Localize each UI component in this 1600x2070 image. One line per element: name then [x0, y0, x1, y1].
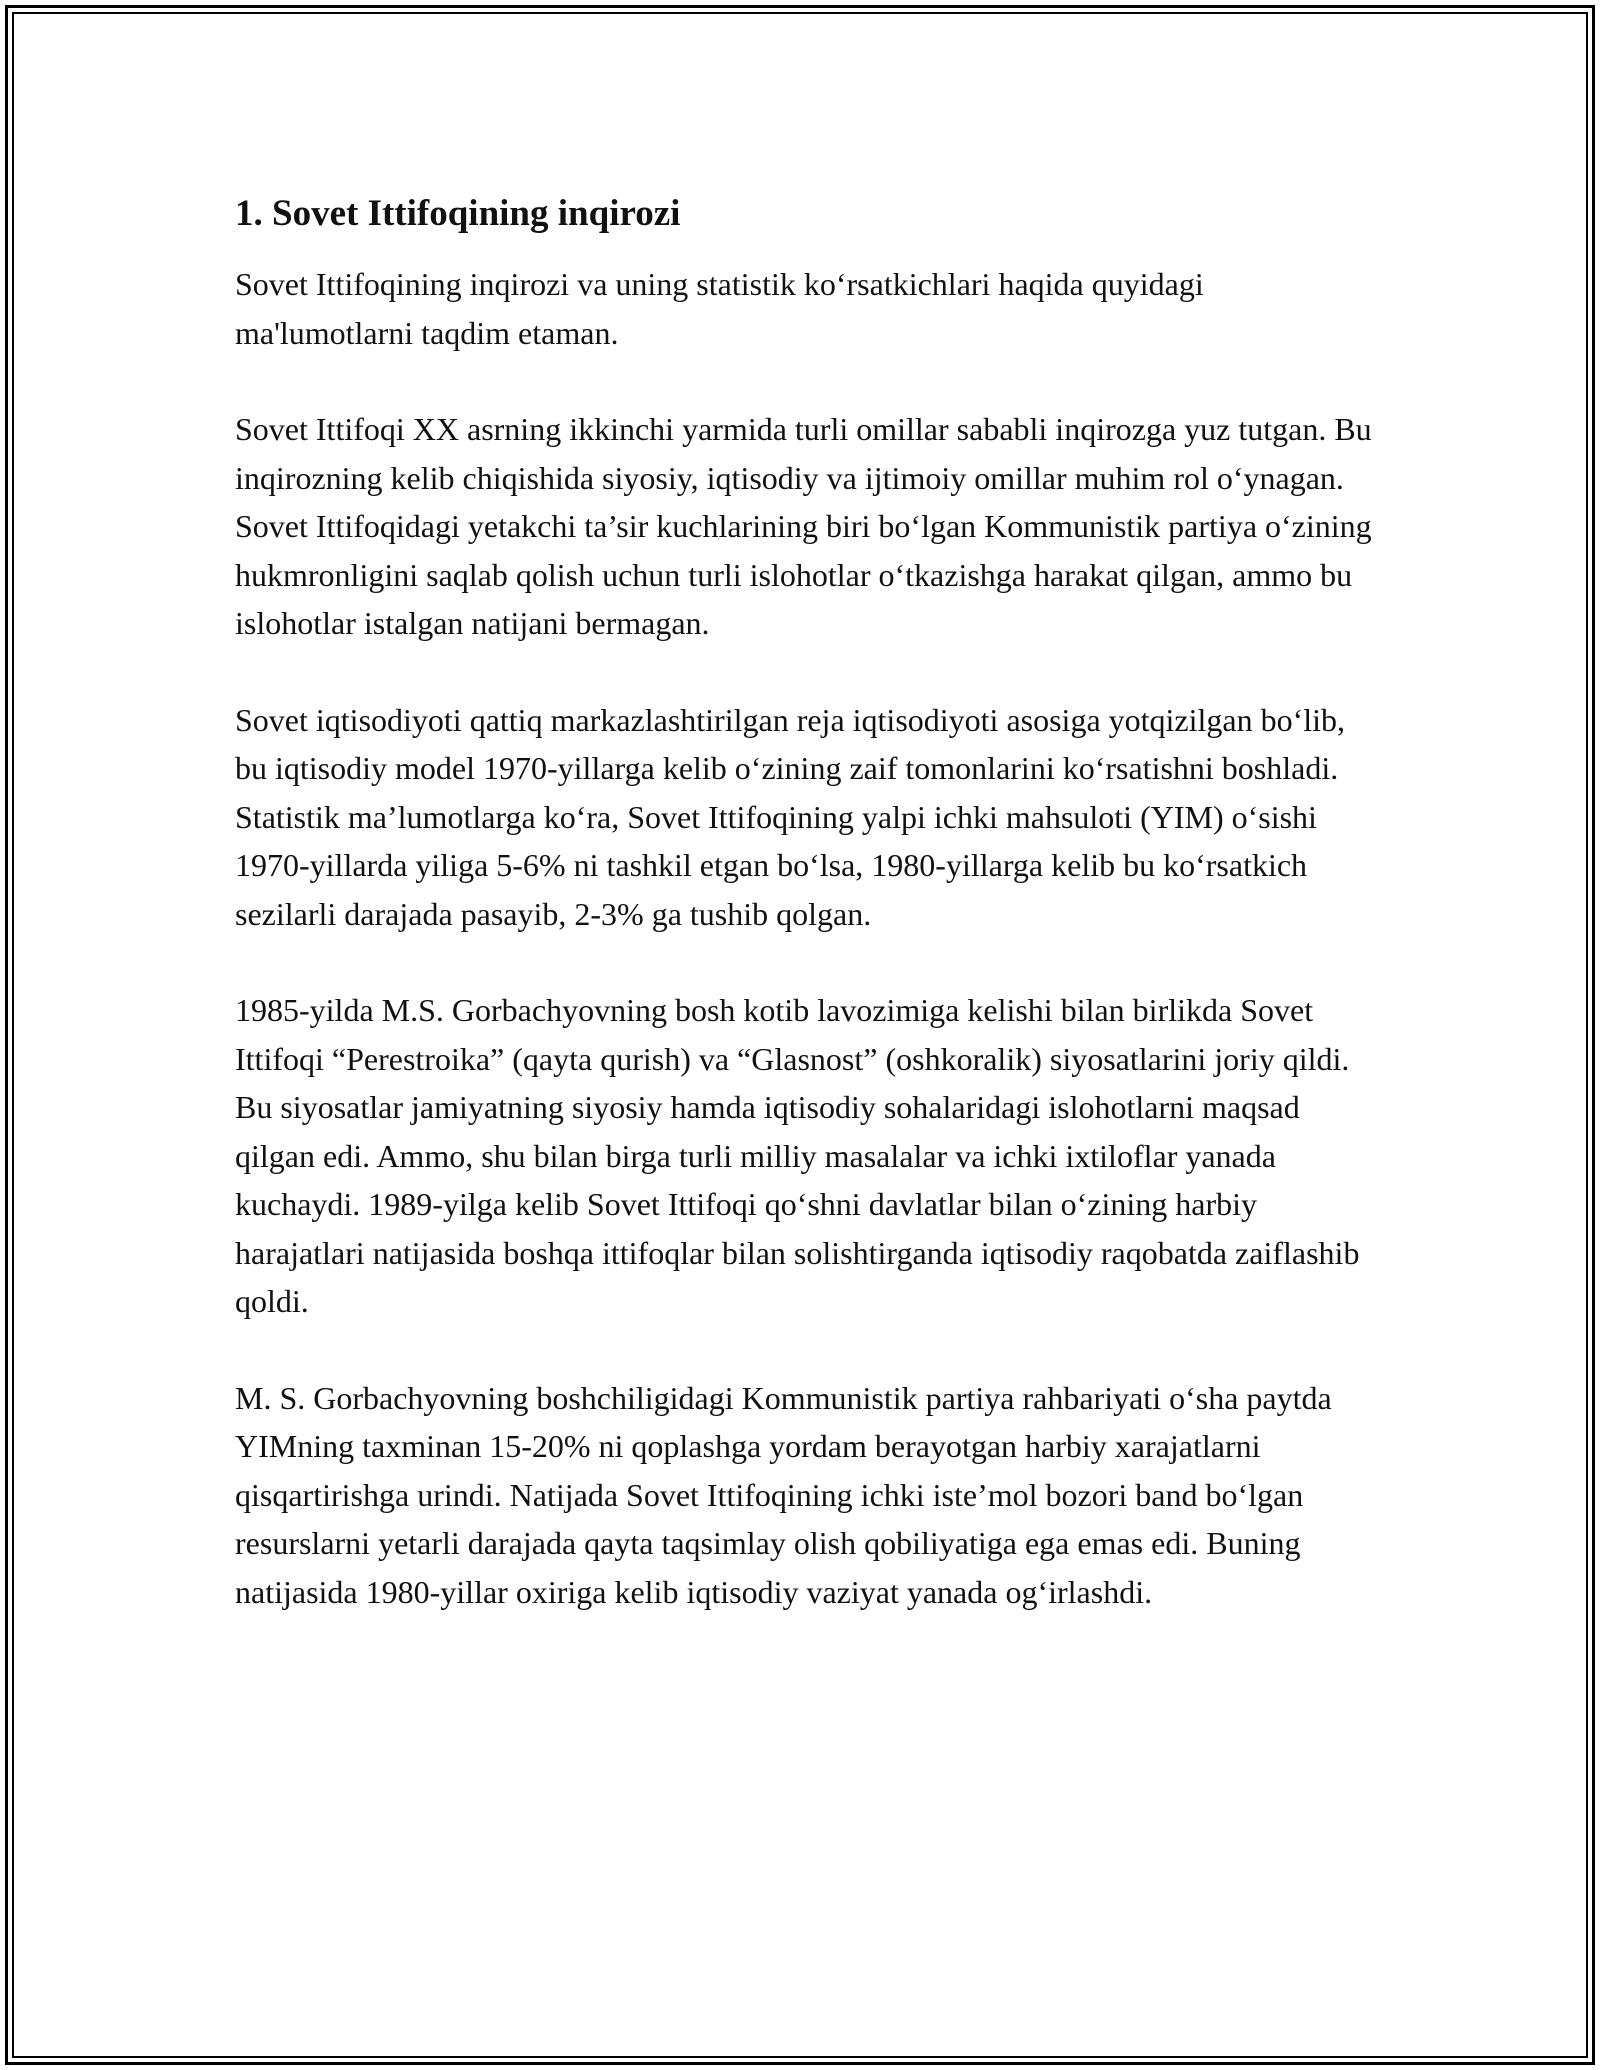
document-body — [235, 188, 1375, 1664]
section-heading: 1. Sovet Ittifoqining inqirozi — [235, 193, 681, 234]
paragraph-economy: Sovet iqtisodiyoti qattiq markazlashtirilgan reja iqtisodiyoti asosiga yotqizilgan bo‘lib, bu iqtisodiy model 1970-yillarga kelib o‘zining zaif tomonlarini ko‘rsatishni boshladi. Statistik ma’lumotlarga ko‘ra, Sovet Ittifoqining yalpi ichki mahsuloti (YIM) o‘sishi 1970-yillarda yiliga 5-6% ni tashkil etgan bo‘lsa, 1980-yillarga kelib bu ko‘rsatkich sezilarli darajada pasayib, 2-3% ga tushib qolgan. — [235, 701, 1346, 932]
paragraph-military-spending: M. S. Gorbachyovning boshchiligidagi Kommunistik partiya rahbariyati o‘sha paytda YIMning taxminan 15-20% ni qoplashga yordam berayotgan harbiy xarajatlarni qisqartirishga urindi. Natijada Sovet Ittifoqining ichki iste’mol bozori band bo‘lgan resurslarni yetarli darajada qayta taqsimlay olish qobiliyatiga ega emas edi. Buning natijasida 1980-yillar oxiriga kelib iqtisodiy vaziyat yanada og‘irlashdi. — [235, 1379, 1332, 1610]
paragraph-intro: Sovet Ittifoqining inqirozi va uning statistik ko‘rsatkichlari haqida quyidagi ma'lumotlarni taqdim etaman. — [235, 266, 1204, 351]
paragraph-crisis-causes: Sovet Ittifoqi XX asrning ikkinchi yarmida turli omillar sababli inqirozga yuz tutgan. Bu inqirozning kelib chiqishida siyosiy, iqtisodiy va ijtimoiy omillar muhim rol o‘ynagan. Sovet Ittifoqidagi yetakchi ta’sir kuchlarining biri bo‘lgan Kommunistik partiya o‘zining hukmronligini saqlab qolish uchun turli islohotlar o‘tkazishga harakat qilgan, ammo bu islohotlar istalgan natijani bermagan. — [235, 411, 1372, 641]
paragraph-perestroika: 1985-yilda M.S. Gorbachyovning bosh kotib lavozimiga kelishi bilan birlikda Sovet Ittifoqi “Perestroika” (qayta qurish) va “Glasnost” (oshkoralik) siyosatlarini joriy qildi. Bu siyosatlar jamiyatning siyosiy hamda iqtisodiy sohalaridagi islohotlarni maqsad qilgan edi. Ammo, shu bilan birga turli milliy masalalar va ichki ixtiloflar yanada kuchaydi. 1989-yilga kelib Sovet Ittifoqi qo‘shni davlatlar bilan o‘zining harbiy harajatlari natijasida boshqa ittifoqlar bilan solishtirganda iqtisodiy raqobatda zaiflashib qoldi. — [235, 992, 1360, 1319]
